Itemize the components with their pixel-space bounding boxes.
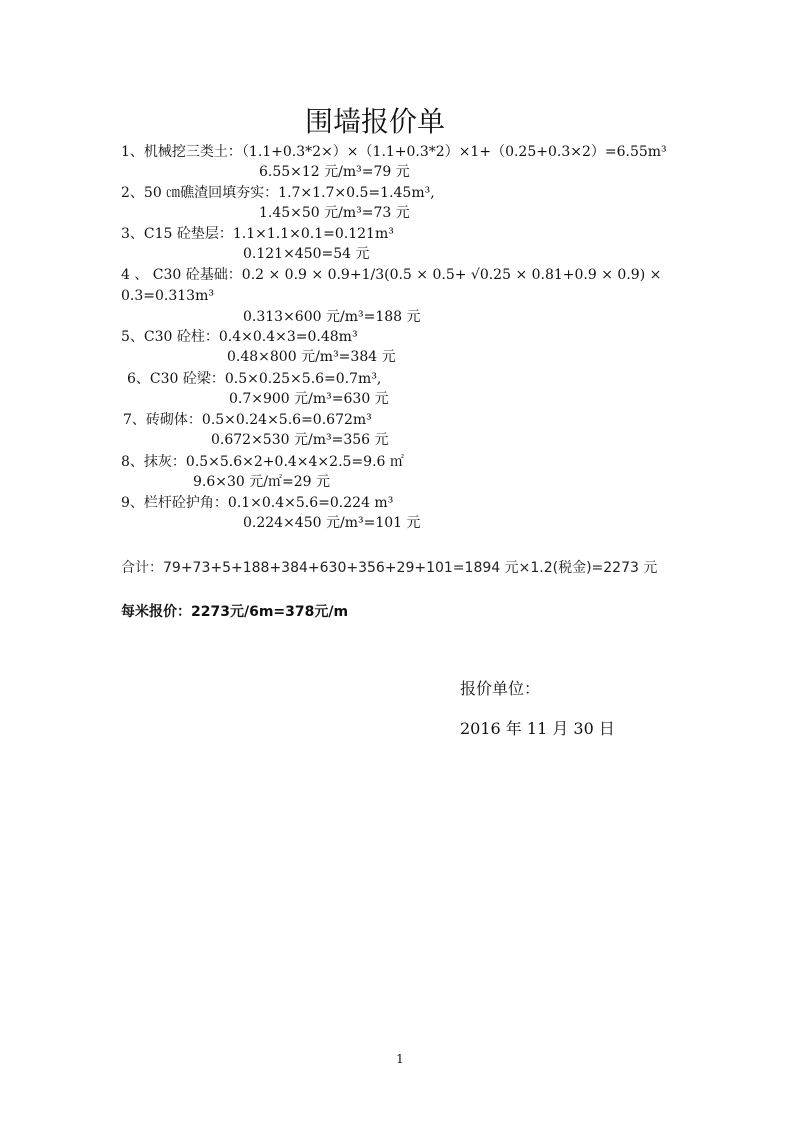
item-4-calc: 4 、 C30 砼基础：0.2 × 0.9 × 0.9+1/3(0.5 × 0.5+ √0.25 × 0.81+0.9 × 0.9) × [121,267,662,283]
item-5-calc: 5、C30 砼柱：0.4×0.4×3=0.48m³ [121,329,358,345]
item-8-cost: 9.6×30 元/㎡=29 元 [193,474,330,490]
total-line: 合计：79+73+5+188+384+630+356+29+101=1894 元×1.2(税金)=2273 元 [121,560,658,576]
item-5-cost: 0.48×800 元/m³=384 元 [227,349,396,365]
quoting-unit-label: 报价单位： [460,679,541,698]
item-4-calc-cont: 0.3=0.313m³ [121,288,214,304]
quote-date: 2016 年 11 月 30 日 [460,719,615,738]
item-6-calc: 6、C30 砼梁：0.5×0.25×5.6=0.7m³, [127,371,382,387]
page-title: 围墙报价单 [304,105,445,138]
item-1-calc: 1、机械挖三类土：（1.1+0.3*2×）×（1.1+0.3*2）×1+（0.25+0.3×2）=6.55m³ [121,144,667,160]
item-3-cost: 0.121×450=54 元 [243,246,370,262]
per-meter-price: 每米报价：2273元/6m=378元/m [121,604,349,620]
item-2-calc: 2、50 ㎝礁渣回填夯实：1.7×1.7×0.5=1.45m³, [121,185,435,201]
item-3-calc: 3、C15 砼垫层：1.1×1.1×0.1=0.121m³ [121,226,394,242]
item-7-calc: 7、砖砌体：0.5×0.24×5.6=0.672m³ [123,412,372,428]
item-9-calc: 9、栏杆砼护角：0.1×0.4×5.6=0.224 m³ [121,495,394,511]
item-2-cost: 1.45×50 元/m³=73 元 [259,205,410,221]
item-7-cost: 0.672×530 元/m³=356 元 [211,432,389,448]
item-1-cost: 6.55×12 元/m³=79 元 [259,164,410,180]
item-4-cost: 0.313×600 元/m³=188 元 [243,309,421,325]
item-8-calc: 8、抹灰：0.5×5.6×2+0.4×4×2.5=9.6 ㎡ [121,454,404,470]
item-6-cost: 0.7×900 元/m³=630 元 [229,391,389,407]
page-number: 1 [396,1052,404,1066]
item-9-cost: 0.224×450 元/m³=101 元 [243,515,421,531]
